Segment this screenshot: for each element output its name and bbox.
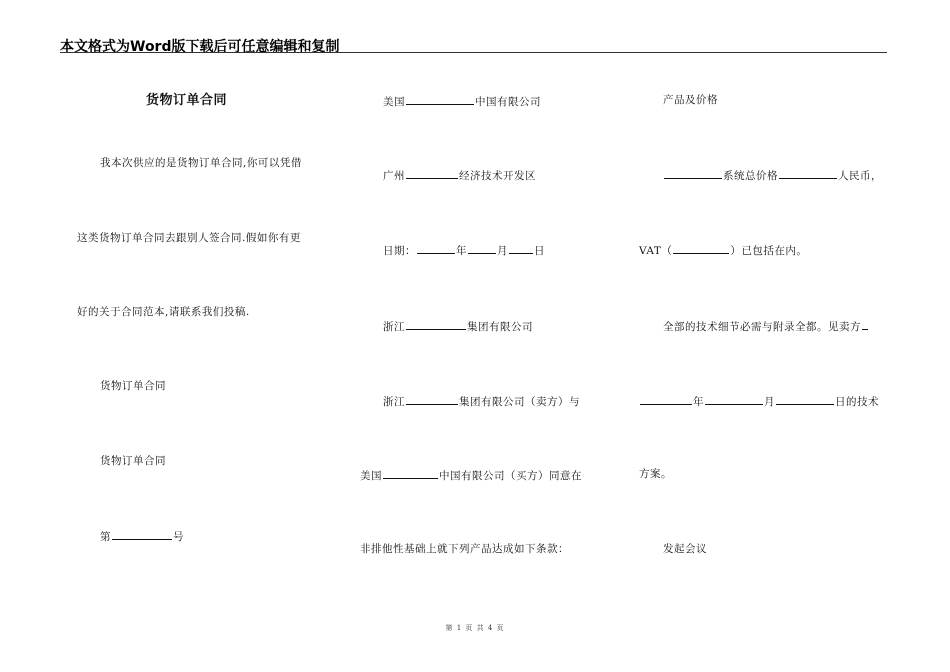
tech-date-line	[639, 393, 879, 409]
contract-title: 货物订单合同	[146, 93, 228, 108]
zhejiang-2-suffix: 集团有限公司（卖方）与	[459, 396, 580, 408]
tech-day-blank	[776, 393, 834, 405]
tech-details-line	[663, 318, 869, 334]
total-price-blank	[664, 167, 722, 179]
basis-line: 非排他性基础上就下列产品达成如下条款：	[360, 543, 569, 555]
guangzhou-prefix: 广州	[383, 170, 405, 182]
tech-year-blank	[640, 393, 692, 405]
seller-blank	[862, 318, 868, 330]
zhejiang-1-suffix: 集团有限公司	[467, 321, 533, 333]
intro-line-3: 好的关于合同范本,请联系我们投稿.	[77, 306, 250, 318]
guangzhou-blank	[406, 167, 458, 179]
rmb-blank	[779, 167, 837, 179]
zhejiang-2-prefix: 浙江	[383, 396, 405, 408]
us-company-line	[383, 93, 541, 109]
plan-line: 方案。	[639, 468, 672, 480]
date-month-unit: 月	[497, 245, 508, 257]
tech-year-unit: 年	[693, 396, 704, 408]
total-price-label: 系统总价格	[723, 170, 778, 182]
tech-day-suffix: 日的技术	[835, 396, 879, 408]
vat-prefix: VAT（	[639, 245, 673, 257]
zhejiang-1-prefix: 浙江	[383, 321, 405, 333]
page-header-title: 本文格式为Word版下载后可任意编辑和复制	[60, 39, 340, 55]
zhejiang-line-1	[383, 318, 533, 334]
section-heading-2: 货物订单合同	[100, 455, 166, 467]
intro-line-2: 这类货物订单合同去跟别人签合同.假如你有更	[77, 232, 301, 244]
buyer-prefix: 美国	[360, 470, 382, 482]
vat-suffix: ）已包括在内。	[730, 245, 808, 257]
zhejiang-line-2	[383, 393, 580, 409]
contract-number-blank	[112, 528, 172, 540]
tech-month-blank	[705, 393, 763, 405]
us-company-prefix: 美国	[383, 96, 405, 108]
date-month-blank	[468, 242, 496, 254]
total-price-line	[663, 167, 882, 183]
section-heading-1: 货物订单合同	[100, 380, 166, 392]
intro-line-1: 我本次供应的是货物订单合同,你可以凭借	[100, 157, 302, 169]
zhejiang-2-blank	[406, 393, 458, 405]
date-day-unit: 日	[534, 245, 545, 257]
date-year-unit: 年	[456, 245, 467, 257]
contract-number-prefix: 第	[100, 531, 111, 543]
tech-details-text: 全部的技术细节必需与附录全都。见卖方	[663, 321, 861, 333]
date-day-blank	[509, 242, 533, 254]
tech-month-unit: 月	[764, 396, 775, 408]
guangzhou-line	[383, 167, 536, 183]
meeting-heading: 发起会议	[663, 543, 707, 555]
contract-number-suffix: 号	[173, 531, 184, 543]
guangzhou-suffix: 经济技术开发区	[459, 170, 536, 182]
rmb-label: 人民币，	[838, 170, 882, 182]
vat-blank	[673, 242, 729, 254]
date-line	[383, 242, 545, 258]
vat-line	[639, 242, 807, 258]
us-company-suffix: 中国有限公司	[475, 96, 541, 108]
zhejiang-1-blank	[406, 318, 466, 330]
date-year-blank	[417, 242, 455, 254]
buyer-line	[360, 467, 582, 483]
us-company-blank	[406, 93, 474, 105]
header-divider	[60, 52, 887, 53]
products-prices-heading: 产品及价格	[663, 94, 718, 106]
buyer-suffix: 中国有限公司（买方）同意在	[439, 470, 582, 482]
date-label: 日期：	[383, 245, 416, 257]
page-number-footer: 第 1 页 共 4 页	[445, 624, 505, 632]
buyer-blank	[383, 467, 438, 479]
contract-number-line	[100, 528, 184, 544]
